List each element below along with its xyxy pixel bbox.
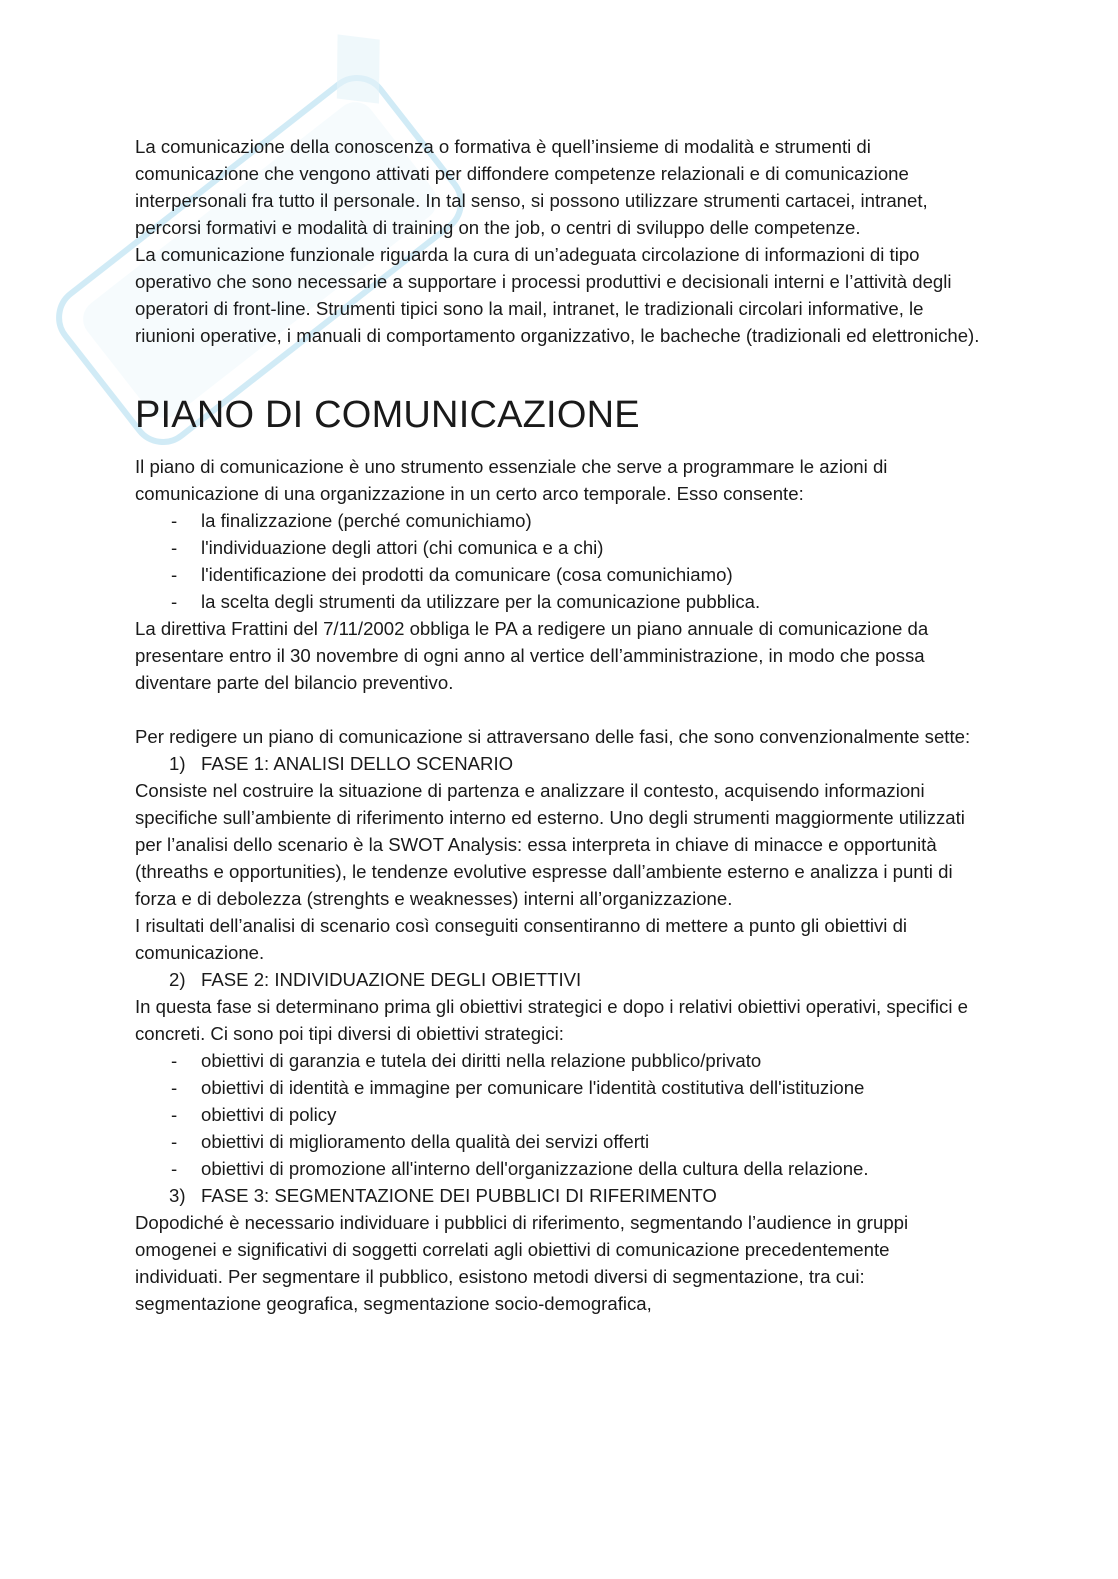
fase-1-heading — [135, 750, 980, 777]
list-item: - l'identificazione dei prodotti da comunicare (cosa comunichiamo) — [135, 561, 980, 588]
list-item: - obiettivi di policy — [135, 1101, 980, 1128]
fase-3-heading — [135, 1182, 980, 1209]
fase-title: FASE 3: SEGMENTAZIONE DEI PUBBLICI DI RIFERIMENTO — [201, 1185, 717, 1206]
fase-2-list — [135, 1047, 980, 1182]
piano-list — [135, 507, 980, 615]
list-item: - obiettivi di miglioramento della qualità dei servizi offerti — [135, 1128, 980, 1155]
fase-2-paragraph-1: In questa fase si determinano prima gli obiettivi strategici e dopo i relativi obiettivi operativi, specifici e concreti. Ci sono poi tipi diversi di obiettivi strategici: — [135, 996, 968, 1044]
piano-paragraph-2: La direttiva Frattini del 7/11/2002 obbliga le PA a redigere un piano annuale di comunicazione da presentare entro il 30 novembre di ogni anno al vertice dell’amministrazione, in modo che possa diventare parte del bilancio preventivo. — [135, 618, 929, 693]
intro-paragraph-1: La comunicazione della conoscenza o formativa è quell’insieme di modalità e strumenti di comunicazione che vengono attivati per diffondere competenze relazionali e di comunicazione interpersonali fra tutto il personale. In tal senso, si possono utilizzare strumenti cartacei, intranet, percorsi formativi e modalità di training on the job, o centri di sviluppo delle competenze. — [135, 136, 928, 238]
fase-title: FASE 1: ANALISI DELLO SCENARIO — [201, 753, 514, 774]
list-item: - l'individuazione degli attori (chi comunica e a chi) — [135, 534, 980, 561]
fase-number: 2) — [169, 969, 186, 990]
list-item: - la finalizzazione (perché comunichiamo) — [135, 507, 980, 534]
document-page — [135, 133, 980, 1317]
piano-paragraph-1: Il piano di comunicazione è uno strumento essenziale che serve a programmare le azioni di comunicazione di una organizzazione in un certo arco temporale. Esso consente: — [135, 456, 888, 504]
list-item: - obiettivi di garanzia e tutela dei diritti nella relazione pubblico/privato — [135, 1047, 980, 1074]
fase-1-paragraph-1: Consiste nel costruire la situazione di partenza e analizzare il contesto, acquisendo informazioni specifiche sull’ambiente di riferimento interno ed esterno. Uno degli strumenti maggiormente utilizzati per l’analisi dello scenario è la SWOT Analysis: essa interpreta in chiave di minacce e opportunità (threaths e opportunities), le tendenze evolutive espresse dall’ambiente esterno e analizza i punti di forza e di debolezza (strenghts e weaknesses) interni all’organizzazione. — [135, 780, 965, 909]
section-heading: PIANO DI COMUNICAZIONE — [135, 394, 640, 436]
piano-paragraph-3: Per redigere un piano di comunicazione si attraversano delle fasi, che sono convenzionalmente sette: — [135, 726, 971, 747]
intro-paragraph-2: La comunicazione funzionale riguarda la cura di un’adeguata circolazione di informazioni di tipo operativo che sono necessarie a supportare i processi produttivi e decisionali interni e l’attività degli operatori di front-line. Strumenti tipici sono la mail, intranet, le tradizionali circolari informative, le riunioni operative, i manuali di comportamento organizzativo, le bacheche (tradizionali ed elettroniche). — [135, 244, 980, 346]
list-item: - obiettivi di promozione all'interno dell'organizzazione della cultura della relazione. — [135, 1155, 980, 1182]
fase-number: 1) — [169, 753, 186, 774]
fase-title: FASE 2: INDIVIDUAZIONE DEGLI OBIETTIVI — [201, 969, 582, 990]
fase-3-paragraph-1: Dopodiché è necessario individuare i pubblici di riferimento, segmentando l’audience in gruppi omogenei e significativi di soggetti correlati agli obiettivi di comunicazione precedentemente individuati. Per segmentare il pubblico, esistono metodi diversi di segmentazione, tra cui: segmentazione geografica, segmentazione socio-demografica, — [135, 1212, 909, 1314]
list-item: - la scelta degli strumenti da utilizzare per la comunicazione pubblica. — [135, 588, 980, 615]
fase-number: 3) — [169, 1185, 186, 1206]
fase-2-heading — [135, 966, 980, 993]
fase-1-paragraph-2: I risultati dell’analisi di scenario così conseguiti consentiranno di mettere a punto gli obiettivi di comunicazione. — [135, 915, 908, 963]
list-item: - obiettivi di identità e immagine per comunicare l'identità costitutiva dell'istituzione — [135, 1074, 980, 1101]
